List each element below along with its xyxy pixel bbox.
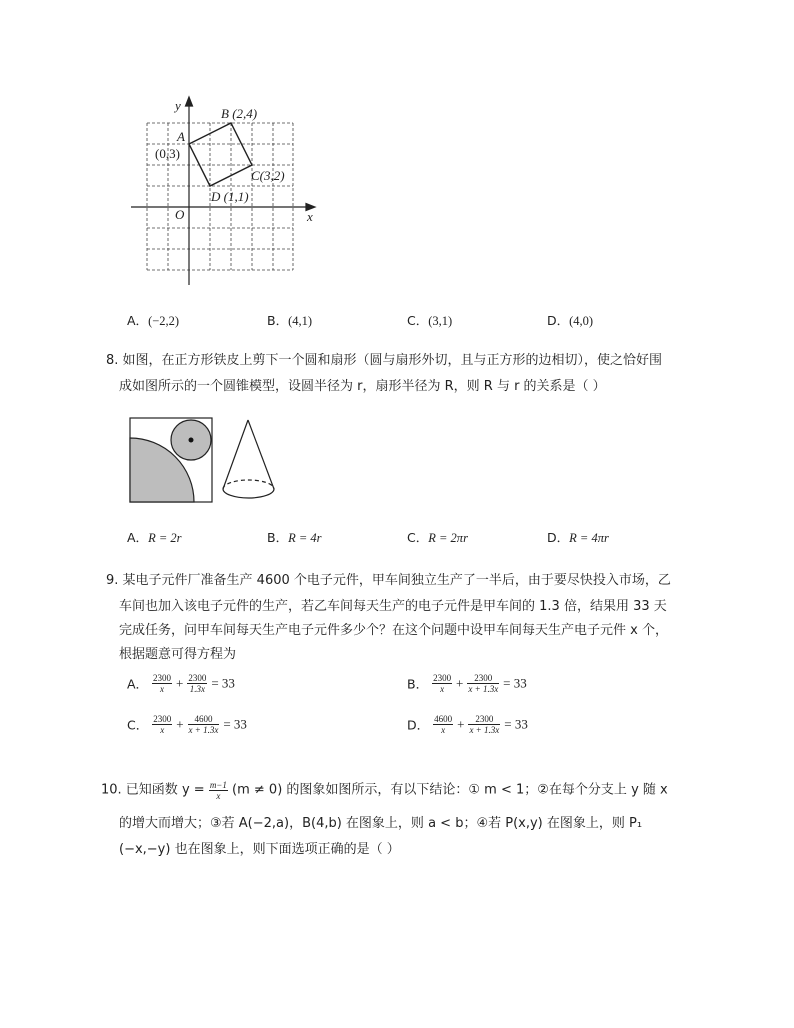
fraction-2: $\frac{2300}{1.3x}$ [188, 673, 207, 694]
point-d-label: D (1,1) [211, 189, 249, 204]
square-sector-cone-figure [128, 416, 288, 504]
circle-center-dot [189, 438, 194, 443]
point-a-coord: (0,3) [155, 146, 180, 161]
coordinate-graph [125, 95, 325, 290]
fraction-1: $\frac{2300}{x}$ [153, 673, 172, 694]
fraction-1: $\frac{4600}{x}$ [434, 714, 453, 735]
q8-option-b[interactable]: B．R = 4r [267, 530, 322, 545]
q9-text-line3: 完成任务，问甲车间每天生产电子元件多少个？在这个问题中设甲车间每天生产电子元件 x 个， [119, 623, 668, 638]
point-c-label: C(3,2) [251, 168, 285, 183]
q10-text-line1: 10. 已知函数 y = $\frac{m-1}{x}$ (m ≠ 0) 的图象如图所示，有以下结论：① m < 1；②在每个分支上 y 随 x [101, 780, 668, 801]
q7-option-d[interactable]: D．(4,0) [547, 313, 594, 328]
point-a-label: A [177, 129, 185, 144]
q7-option-a[interactable]: A．(−2,2) [127, 313, 180, 328]
q8-option-c[interactable]: C．R = 2πr [407, 530, 468, 545]
fraction-1: $\frac{2300}{x}$ [433, 673, 452, 694]
q9-option-a[interactable]: A． $\frac{2300}{x}$ + $\frac{2300}{1.3x}$ = 33 [127, 673, 235, 694]
fraction-2: $\frac{4600}{x + 1.3x}$ [188, 714, 219, 735]
q9-option-d[interactable]: D． $\frac{4600}{x}$ + $\frac{2300}{x + 1.3x}$ = 33 [407, 714, 528, 735]
q10-text-line3: (−x,−y) 也在图象上，则下面选项正确的是（ ） [119, 842, 400, 857]
q9-option-b[interactable]: B． $\frac{2300}{x}$ + $\frac{2300}{x + 1.3x}$ = 33 [407, 673, 527, 694]
q8-text-line2: 成如图所示的一个圆锥模型，设圆半径为 r，扇形半径为 R，则 R 与 r 的关系是（ ） [119, 379, 606, 394]
q9-option-c[interactable]: C． $\frac{2300}{x}$ + $\frac{4600}{x + 1.3x}$ = 33 [127, 714, 247, 735]
fraction-1: $\frac{2300}{x}$ [153, 714, 172, 735]
q10-text-line2: 的增大而增大；③若 A(−2,a)，B(4,b) 在图象上，则 a < b；④若 P(x,y) 在图象上，则 P₁ [119, 816, 643, 831]
axis-label-y: y [175, 98, 181, 113]
axis-label-x: x [307, 209, 313, 224]
square-abcd [189, 123, 252, 186]
q8-option-a[interactable]: A．R = 2r [127, 530, 182, 545]
point-b-label: B (2,4) [221, 106, 258, 121]
q9-text-line1: 9. 某电子元件厂准备生产 4600 个电子元件，甲车间独立生产了一半后，由于要尽快投入市场，乙 [106, 573, 671, 588]
fraction-2: $\frac{2300}{x + 1.3x}$ [468, 673, 499, 694]
origin-label: O [175, 207, 185, 222]
q8-option-d[interactable]: D．R = 4πr [547, 530, 609, 545]
function-fraction: $\frac{m-1}{x}$ [209, 780, 227, 801]
cone-base-back [223, 480, 274, 489]
q7-option-b[interactable]: B．(4,1) [267, 313, 313, 328]
q7-option-c[interactable]: C．(3,1) [407, 313, 453, 328]
q9-text-line2: 车间也加入该电子元件的生产，若乙车间每天生产的电子元件是甲车间的 1.3 倍，结果用 33 天 [119, 599, 667, 614]
fraction-2: $\frac{2300}{x + 1.3x}$ [469, 714, 500, 735]
cone-base-front [223, 489, 274, 498]
q8-text-line1: 8. 如图，在正方形铁皮上剪下一个圆和扇形（圆与扇形外切，且与正方形的边相切），使之恰好围 [106, 353, 663, 368]
q9-text-line4: 根据题意可得方程为 [119, 647, 237, 662]
